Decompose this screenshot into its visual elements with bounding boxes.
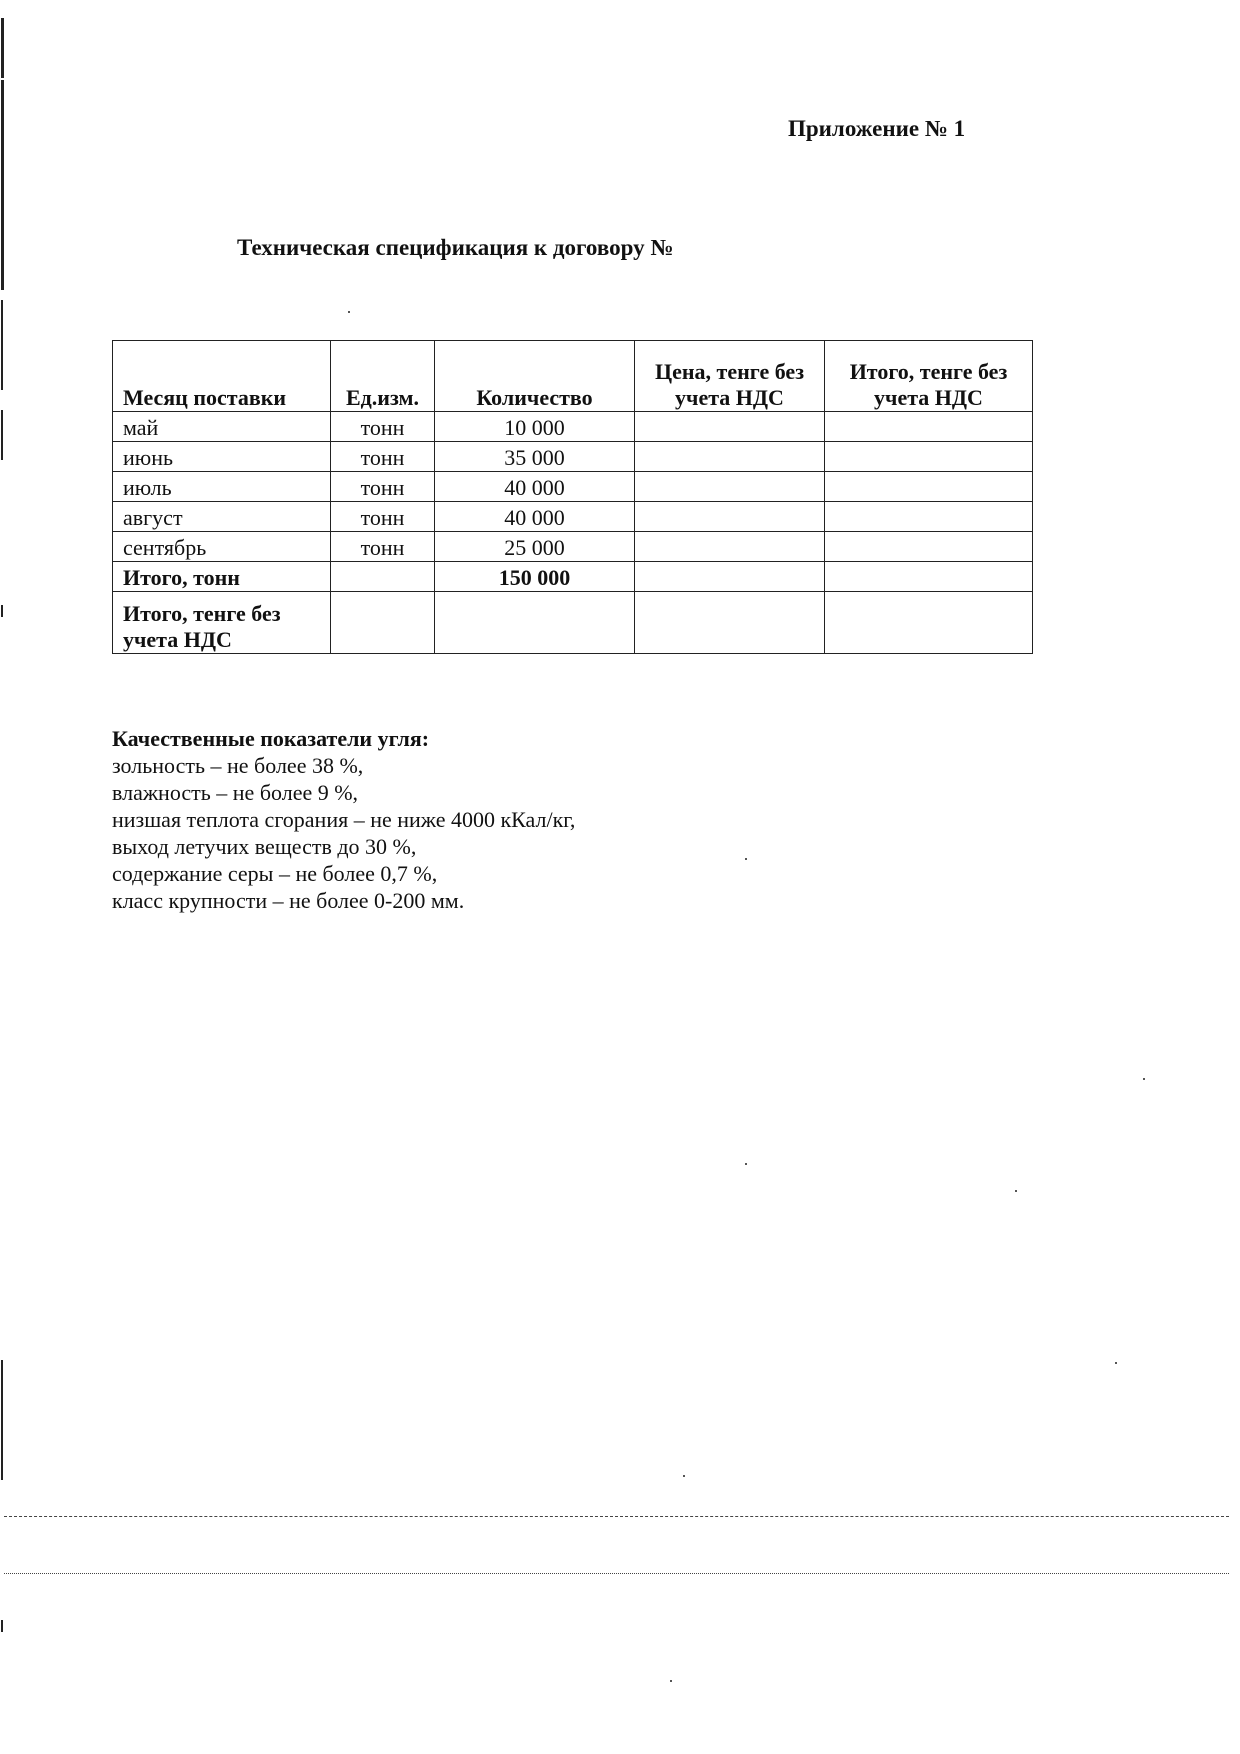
- scan-speck: [348, 311, 350, 313]
- cell-month: июнь: [113, 442, 331, 472]
- quality-item: влажность – не более 9 %,: [112, 780, 359, 805]
- header-total: Итого, тенге без учета НДС: [825, 341, 1033, 412]
- cell-empty: [331, 562, 435, 592]
- scan-speck: [745, 1163, 747, 1165]
- scan-speck: [1143, 1078, 1145, 1080]
- scan-edge-mark: [1, 1620, 3, 1632]
- total-tons-value: 150 000: [435, 562, 635, 592]
- scan-edge-mark: [1, 18, 4, 78]
- cell-month: май: [113, 412, 331, 442]
- header-month: Месяц поставки: [113, 341, 331, 412]
- cell-price: [635, 502, 825, 532]
- cell-unit: тонн: [331, 412, 435, 442]
- quality-item: низшая теплота сгорания – не ниже 4000 кКал/кг,: [112, 807, 576, 832]
- cell-empty: [825, 592, 1033, 654]
- cell-unit: тонн: [331, 442, 435, 472]
- quality-item: выход летучих веществ до 30 %,: [112, 834, 417, 859]
- cell-empty: [635, 562, 825, 592]
- cell-total: [825, 442, 1033, 472]
- page-title: Техническая спецификация к договору №: [237, 235, 674, 260]
- coal-quality-section: [112, 725, 575, 914]
- cell-month: август: [113, 502, 331, 532]
- scan-speck: [1115, 1362, 1117, 1364]
- cell-total: [825, 472, 1033, 502]
- cell-month: июль: [113, 472, 331, 502]
- cell-total: [825, 502, 1033, 532]
- cell-price: [635, 532, 825, 562]
- scan-dashed-line: [4, 1573, 1229, 1574]
- cell-price: [635, 442, 825, 472]
- cell-unit: тонн: [331, 472, 435, 502]
- table-row: [113, 472, 1033, 502]
- quality-title: Качественные показатели угля:: [112, 726, 430, 751]
- cell-empty: [331, 592, 435, 654]
- scan-edge-mark: [1, 1360, 3, 1480]
- scan-left-edge: [0, 0, 6, 1754]
- scan-speck: [745, 858, 747, 860]
- total-money-label: Итого, тенге без учета НДС: [113, 592, 331, 654]
- cell-quantity: 40 000: [435, 502, 635, 532]
- specification-table: [112, 340, 1033, 654]
- cell-empty: [825, 562, 1033, 592]
- scan-edge-mark: [1, 80, 4, 290]
- appendix-label: Приложение № 1: [788, 116, 966, 141]
- scan-dashed-line: [4, 1516, 1229, 1517]
- cell-quantity: 40 000: [435, 472, 635, 502]
- header-quantity: Количество: [435, 341, 635, 412]
- total-tons-label: Итого, тонн: [113, 562, 331, 592]
- cell-quantity: 25 000: [435, 532, 635, 562]
- cell-total: [825, 532, 1033, 562]
- quality-item: класс крупности – не более 0-200 мм.: [112, 888, 465, 913]
- total-money-row: [113, 592, 1033, 654]
- table-row: [113, 442, 1033, 472]
- cell-price: [635, 412, 825, 442]
- cell-price: [635, 472, 825, 502]
- cell-month: сентябрь: [113, 532, 331, 562]
- scan-edge-mark: [1, 300, 3, 390]
- table-row: [113, 532, 1033, 562]
- scan-speck: [1015, 1190, 1017, 1192]
- scan-speck: [683, 1475, 685, 1477]
- table-header-row: [113, 341, 1033, 412]
- table-row: [113, 412, 1033, 442]
- scan-edge-mark: [1, 410, 3, 460]
- scan-edge-mark: [1, 605, 3, 617]
- quality-item: зольность – не более 38 %,: [112, 753, 364, 778]
- total-tons-row: [113, 562, 1033, 592]
- header-unit: Ед.изм.: [331, 341, 435, 412]
- scan-speck: [670, 1680, 672, 1682]
- cell-unit: тонн: [331, 532, 435, 562]
- header-price: Цена, тенге без учета НДС: [635, 341, 825, 412]
- quality-item: содержание серы – не более 0,7 %,: [112, 861, 438, 886]
- cell-empty: [635, 592, 825, 654]
- cell-quantity: 35 000: [435, 442, 635, 472]
- cell-unit: тонн: [331, 502, 435, 532]
- cell-total: [825, 412, 1033, 442]
- cell-empty: [435, 592, 635, 654]
- cell-quantity: 10 000: [435, 412, 635, 442]
- table-row: [113, 502, 1033, 532]
